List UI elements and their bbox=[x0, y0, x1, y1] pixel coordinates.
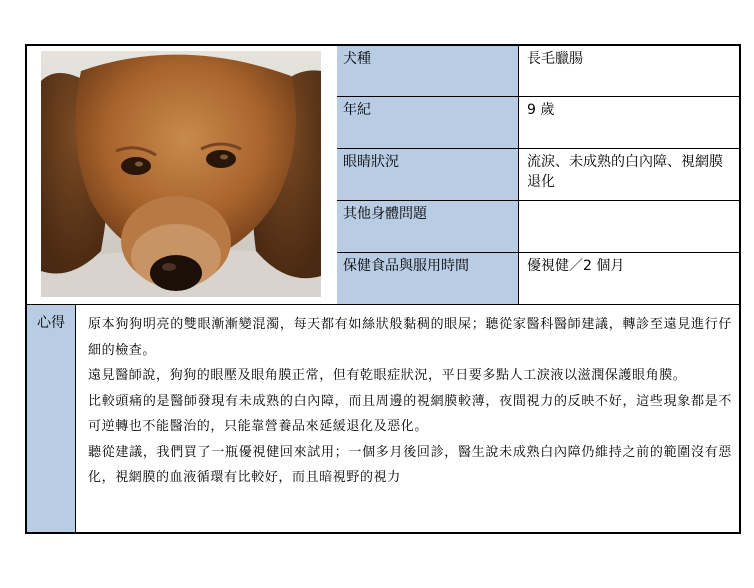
row-supplement bbox=[337, 253, 741, 304]
reflection-paragraph: 聽從建議，我們買了一瓶優視健回來試用；一個多月後回診，醫生說未成熟白內障仍維持之前的範圍沒有惡化，視網膜的血液循環有比較好，而且暗視野的視力 bbox=[88, 444, 732, 485]
age-value: 9 歲 bbox=[527, 102, 555, 118]
other-issues-label: 其他身體問題 bbox=[337, 201, 519, 252]
other-issues-value bbox=[519, 201, 741, 252]
info-grid bbox=[337, 46, 741, 304]
reflection-row bbox=[27, 304, 741, 534]
row-eye-condition bbox=[337, 149, 741, 201]
pet-record-table bbox=[25, 44, 741, 534]
reflection-label: 心得 bbox=[27, 305, 76, 534]
reflection-body bbox=[88, 312, 732, 491]
reflection-paragraph: 遠見醫師說，狗狗的眼壓及眼角膜正常，但有乾眼症狀況，平日要多點人工淚液以滋潤保護眼角膜。 bbox=[88, 368, 687, 383]
supplement-label: 保健食品與服用時間 bbox=[337, 253, 519, 304]
dachshund-photo bbox=[41, 51, 321, 297]
breed-value: 長毛臘腸 bbox=[527, 51, 583, 67]
row-breed bbox=[337, 46, 741, 97]
age-label: 年紀 bbox=[337, 97, 519, 148]
reflection-paragraph: 原本狗狗明亮的雙眼漸漸變混濁，每天都有如絲狀般黏稠的眼屎；聽從家醫科醫師建議，轉診至遠見進行仔細的檢查。 bbox=[88, 317, 732, 358]
row-other-issues bbox=[337, 201, 741, 253]
photo-cell bbox=[27, 46, 338, 304]
supplement-value: 優視健／2 個月 bbox=[527, 258, 625, 274]
breed-label: 犬種 bbox=[337, 46, 519, 96]
eye-condition-label: 眼睛狀況 bbox=[337, 149, 519, 200]
row-age bbox=[337, 97, 741, 149]
dog-illustration bbox=[41, 51, 321, 297]
eye-condition-value: 流淚、未成熟的白內障、視網膜退化 bbox=[527, 154, 723, 190]
reflection-paragraph: 比較頭痛的是醫師發現有未成熟的白內障，而且周邊的視網膜較薄，夜間視力的反映不好，這些現象都是不可逆轉也不能醫治的，只能靠營養品來延緩退化及惡化。 bbox=[88, 393, 732, 434]
